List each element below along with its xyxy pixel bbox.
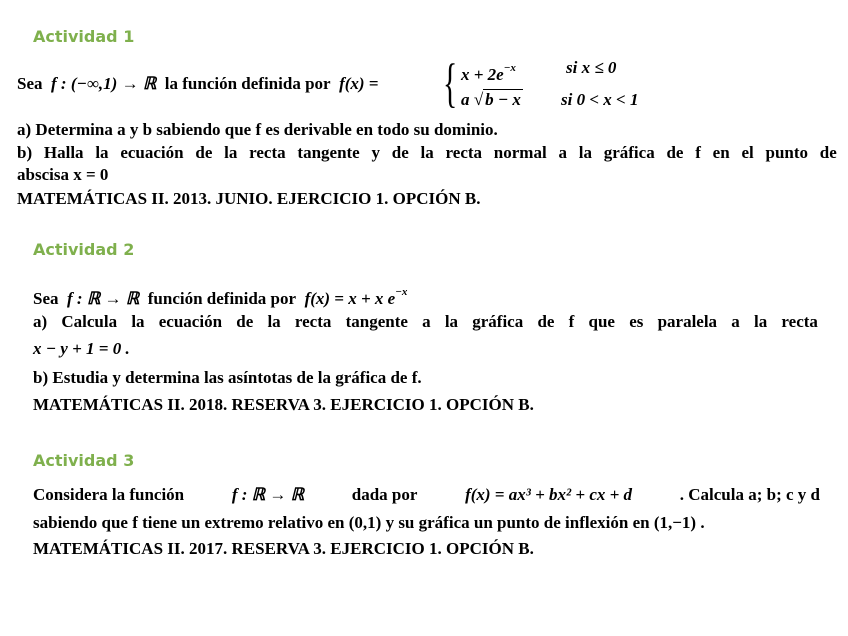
word: a — [422, 312, 431, 331]
word: en — [712, 143, 730, 162]
part-b-line-1 — [17, 143, 837, 163]
activity-2-part-a — [33, 312, 818, 332]
word: a — [731, 312, 740, 331]
case-2-condition: si 0 < x < 1 — [561, 90, 639, 109]
piecewise-case-1 — [461, 58, 617, 85]
part-a-line-1 — [33, 312, 818, 332]
word: punto — [765, 143, 809, 162]
word: la — [95, 143, 109, 162]
word: normal — [493, 143, 547, 162]
word: la — [578, 143, 592, 162]
case-2-radicand: b − x — [485, 90, 521, 109]
word: la — [224, 143, 238, 162]
activity-3-heading: Actividad 3 — [33, 451, 135, 470]
word: la — [444, 312, 459, 331]
word: ecuación — [158, 312, 223, 331]
line-1-b: dada por — [351, 485, 418, 504]
word: recta — [781, 312, 818, 331]
word: a) — [33, 312, 48, 331]
word: de — [195, 143, 213, 162]
case-1-expression: x + 2e — [461, 65, 504, 84]
case-1-exponent: −x — [503, 62, 516, 74]
activity-3-source: MATEMÁTICAS II. 2017. RESERVA 3. EJERCICIO 1. OPCIÓN B. — [33, 539, 534, 558]
word: f — [568, 312, 575, 331]
line-1-a: Considera la función — [33, 485, 185, 504]
word: b) — [17, 143, 33, 162]
word: ecuación — [120, 143, 184, 162]
word: la — [267, 312, 281, 331]
activity-3-line-2: sabiendo que f tiene un extremo relativo en (0,1) y su gráfica un punto de inflexión en (1,−1) . — [33, 513, 705, 532]
word: la — [420, 143, 434, 162]
word: la — [131, 312, 145, 331]
intro-prefix: Sea — [17, 74, 43, 93]
word: el — [741, 143, 754, 162]
line-1-c: . Calcula a; b; c y d — [679, 485, 820, 504]
word: es — [629, 312, 644, 331]
word: tangente — [297, 143, 360, 162]
word: paralela — [657, 312, 718, 331]
activity-1-part-a: a) Determina a y b sabiendo que f es derivable en todo su dominio. — [17, 120, 498, 139]
case-2-coefficient: a — [461, 90, 470, 109]
word: Halla — [43, 143, 84, 162]
word: de — [819, 143, 837, 162]
piecewise-definition — [397, 53, 677, 114]
word: recta — [294, 312, 332, 331]
case-1-condition: si x ≤ 0 — [566, 58, 617, 77]
word: f — [695, 143, 701, 162]
activity-3-line-1 — [33, 485, 820, 505]
function-expression: f(x) = x + x e — [304, 289, 396, 308]
word: recta — [445, 143, 483, 162]
intro-mid: función definida por — [147, 289, 297, 308]
piecewise-brace: { — [443, 53, 458, 113]
word: la — [753, 312, 768, 331]
intro-mid: la función definida por — [164, 74, 331, 93]
piecewise-case-2: a √ b − x si 0 < x < 1 — [461, 90, 639, 109]
word: de — [236, 312, 254, 331]
word: tangente — [345, 312, 408, 331]
word: recta — [249, 143, 286, 162]
word: de — [666, 143, 684, 162]
activity-1-source: MATEMÁTICAS II. 2013. JUNIO. EJERCICIO 1. OPCIÓN B. — [17, 189, 481, 208]
word: de — [537, 312, 555, 331]
word: de — [391, 143, 409, 162]
function-domain: f : ℝ → ℝ — [67, 289, 140, 308]
activity-1-part-b — [17, 143, 837, 163]
activity-1-part-b-line-2: abscisa x = 0 — [17, 165, 109, 184]
word: gráfica — [603, 143, 655, 162]
function-domain: f : (−∞,1) → ℝ — [51, 74, 157, 93]
activity-2-part-a-line-2: x − y + 1 = 0 . — [33, 339, 130, 358]
activity-2-intro — [33, 282, 407, 309]
word: y — [371, 143, 380, 162]
line-1-content — [33, 485, 820, 505]
activity-2-heading: Actividad 2 — [33, 240, 135, 259]
function-domain: f : ℝ → ℝ — [231, 485, 305, 504]
word: gráfica — [472, 312, 524, 331]
activity-1-heading: Actividad 1 — [33, 27, 135, 46]
function-exponent: −x — [395, 286, 408, 298]
activity-1-intro — [17, 74, 379, 94]
activity-2-source: MATEMÁTICAS II. 2018. RESERVA 3. EJERCICIO 1. OPCIÓN B. — [33, 395, 534, 414]
function-expression: f(x) = ax³ + bx² + cx + d — [465, 485, 633, 504]
word: a — [558, 143, 567, 162]
piecewise-lhs: f(x) = — [339, 74, 379, 93]
intro-prefix: Sea — [33, 289, 59, 308]
word: Calcula — [61, 312, 118, 331]
activity-2-part-b: b) Estudia y determina las asíntotas de la gráfica de f. — [33, 368, 422, 387]
word: que — [588, 312, 615, 331]
